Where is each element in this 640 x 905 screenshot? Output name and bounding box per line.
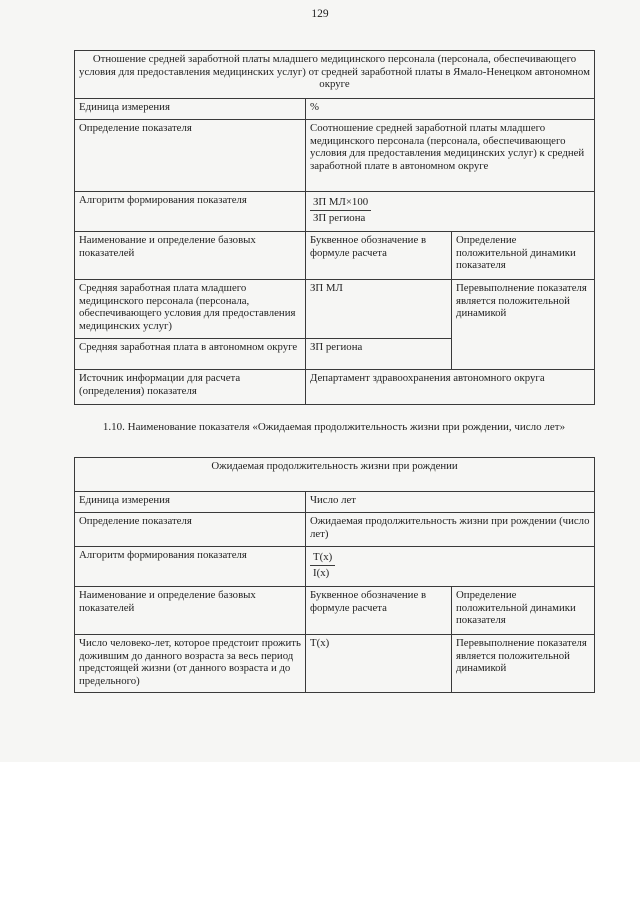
page-number: 129 [311,8,329,20]
unit-value: % [306,99,595,120]
positive-dynamics: Перевыполнение показателя является положительной динамикой [452,280,595,370]
formula-denominator: I(x) [313,566,330,579]
letter-designation-header: Буквенное обозначение в формуле расчета [306,232,452,280]
formula-numerator: ЗП МЛ×100 [310,196,371,211]
positive-dynamics-header: Определение положительной динамики показателя [452,587,595,635]
algorithm-formula [306,547,595,587]
positive-dynamics-header: Определение положительной динамики показателя [452,232,595,280]
positive-dynamics: Перевыполнение показателя является положительной динамикой [452,635,595,693]
unit-label: Единица измерения [75,99,306,120]
indicator-table-life-expectancy [74,457,595,693]
formula-numerator: T(x) [310,551,335,566]
base-indicator-name: Средняя заработная плата в автономном округе [75,339,306,370]
base-indicators-header: Наименование и определение базовых показателей [75,587,306,635]
base-indicator-name: Средняя заработная плата младшего медицинского персонала (персонала, обеспечивающего условия для предоставления медицинских услуг) [75,280,306,339]
source-label: Источник информации для расчета (определения) показателя [75,370,306,405]
letter-designation: ЗП МЛ [306,280,452,339]
algorithm-formula [306,192,595,232]
definition-value: Соотношение средней заработной платы младшего медицинского персонала (персонала, обеспечивающего условия для предоставления медицинских услуг) к средней заработной плате в автономном округе [306,120,595,192]
letter-designation: ЗП региона [306,339,452,370]
definition-label: Определение показателя [75,120,306,192]
letter-designation: T(x) [306,635,452,693]
unit-value: Число лет [306,492,595,513]
unit-label: Единица измерения [75,492,306,513]
section-heading: 1.10. Наименование показателя «Ожидаемая продолжительность жизни при рождении, число лет» [102,421,566,433]
source-value: Департамент здравоохранения автономного округа [306,370,595,405]
algorithm-label: Алгоритм формирования показателя [75,192,306,232]
definition-label: Определение показателя [75,513,306,547]
letter-designation-header: Буквенное обозначение в формуле расчета [306,587,452,635]
formula-denominator: ЗП региона [313,211,366,224]
definition-value: Ожидаемая продолжительность жизни при рождении (число лет) [306,513,595,547]
base-indicator-name: Число человеко-лет, которое предстоит прожить дожившим до данного возраста за весь период предстоящей жизни (от данного возраста и до предельного) [75,635,306,693]
table-title: Отношение средней заработной платы младшего медицинского персонала (персонала, обеспечивающего условия для предоставления медицинских услуг) от средней заработной платы в Ямало-Ненецком автономном округе [75,51,595,99]
algorithm-label: Алгоритм формирования показателя [75,547,306,587]
table-title: Ожидаемая продолжительность жизни при рождении [75,458,595,492]
indicator-table-salary-ratio [74,50,595,405]
base-indicators-header: Наименование и определение базовых показателей [75,232,306,280]
